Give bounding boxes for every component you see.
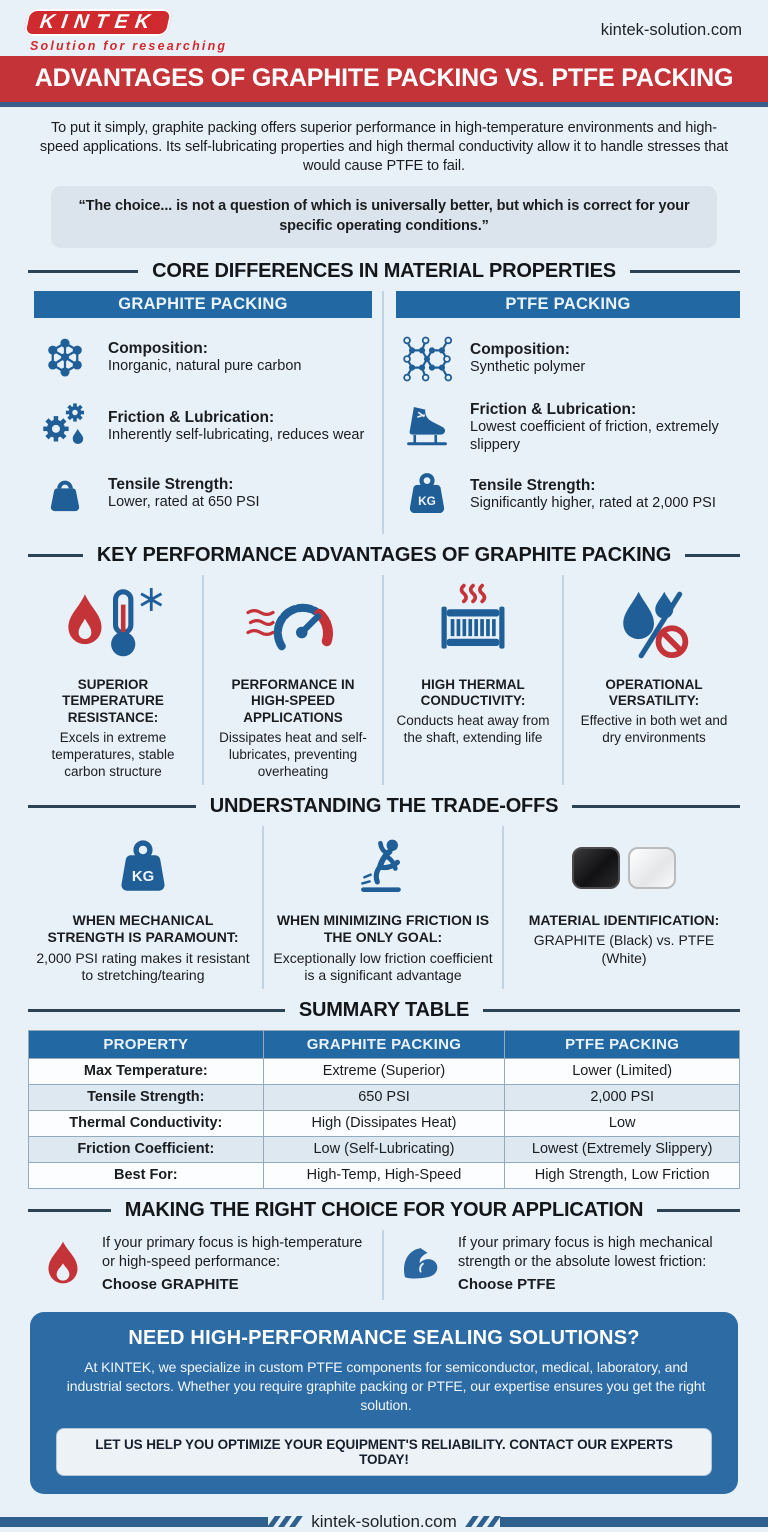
tradeoffs-grid (24, 826, 744, 989)
svg-text:KG: KG (131, 868, 155, 885)
item-desc: Synthetic polymer (470, 358, 586, 375)
cell-ptfe: Low (505, 1110, 740, 1136)
list-item (396, 468, 740, 522)
advantage-desc: Dissipates heat and self-lubricates, preventing overheating (219, 730, 367, 779)
svg-text:KG: KG (418, 493, 436, 508)
choice-grid (28, 1230, 740, 1300)
quote-box: “The choice... is not a question of which is universally better, but which is correct for your specific operating conditions.” (51, 186, 717, 247)
gears-lubrication-icon (34, 398, 96, 456)
heading-rule-right (630, 270, 740, 273)
tradeoff-desc: 2,000 PSI rating makes it resistant to stretching/tearing (36, 949, 250, 984)
advantage-cell (204, 575, 384, 785)
footer-bar-right (500, 1517, 768, 1527)
section-title: KEY PERFORMANCE ADVANTAGES OF GRAPHITE PACKING (96, 543, 672, 566)
ptfe-column (384, 291, 740, 534)
list-item (396, 400, 740, 456)
tradeoff-cell (264, 826, 504, 989)
slipping-person-icon (273, 830, 493, 906)
table-row (29, 1110, 740, 1136)
key-advantages-grid (24, 575, 744, 785)
item-title: Friction & Lubrication: (108, 408, 275, 426)
flame-icon (38, 1234, 88, 1296)
item-desc: Lowest coefficient of friction, extremely slippery (470, 418, 719, 453)
list-item (34, 330, 372, 386)
list-item (396, 330, 740, 388)
col-header-ptfe: PTFE PACKING (505, 1030, 740, 1058)
section-heading-summary-table (28, 999, 740, 1022)
cell-graphite: Low (Self-Lubricating) (263, 1136, 505, 1162)
footer-bar-left (0, 1517, 268, 1527)
heading-rule-right (685, 554, 740, 557)
molecule-icon (34, 330, 96, 386)
bicep-icon (394, 1234, 444, 1288)
choice-desc: If your primary focus is high-temperature or high-speed performance: (102, 1234, 363, 1270)
heading-rule-left (28, 554, 83, 557)
heading-rule-right (483, 1009, 740, 1012)
item-desc: Significantly higher, rated at 2,000 PSI (470, 494, 716, 511)
item-desc: Lower, rated at 650 PSI (108, 493, 260, 510)
ice-skate-icon (396, 400, 458, 456)
speedometer-icon (213, 579, 373, 671)
cta-body: At KINTEK, we specialize in custom PTFE components for semiconductor, medical, laboratory, and industrial sectors. Whether you require graphite packing or PTFE, our expertise ensures you get the right solution. (66, 1358, 706, 1414)
contact-experts-button[interactable]: LET US HELP YOU OPTIMIZE YOUR EQUIPMENT'S RELIABILITY. CONTACT OUR EXPERTS TODAY! (56, 1428, 712, 1476)
cta-box (30, 1312, 738, 1494)
page-header (0, 0, 768, 56)
list-item (34, 468, 372, 520)
cell-property: Max Temperature: (29, 1058, 264, 1084)
choice-action: Choose PTFE (458, 1276, 556, 1294)
kg-weight-icon (33, 830, 253, 906)
advantage-cell (24, 575, 204, 785)
item-title: Tensile Strength: (108, 475, 234, 493)
item-desc: Inorganic, natural pure carbon (108, 357, 302, 374)
section-heading-core-differences (28, 260, 740, 283)
title-banner (0, 56, 768, 107)
table-row (29, 1162, 740, 1188)
weight-icon (34, 468, 96, 520)
table-row (29, 1058, 740, 1084)
radiator-icon (393, 579, 553, 671)
item-desc: Inherently self-lubricating, reduces wear (108, 426, 365, 443)
kintek-logo-box (23, 9, 173, 36)
cell-ptfe: High Strength, Low Friction (505, 1162, 740, 1188)
cell-ptfe: Lower (Limited) (505, 1058, 740, 1084)
tradeoff-title: WHEN MINIMIZING FRICTION IS THE ONLY GOAL: (276, 911, 490, 946)
tradeoff-title: WHEN MECHANICAL STRENGTH IS PARAMOUNT: (47, 911, 239, 946)
list-item (34, 398, 372, 456)
heading-rule-right (572, 805, 740, 808)
heading-rule-left (28, 270, 138, 273)
choice-desc: If your primary focus is high mechanical strength or the absolute lowest friction: (458, 1234, 713, 1270)
section-heading-tradeoffs (28, 795, 740, 818)
tradeoff-cell (24, 826, 264, 989)
section-heading-key-advantages (28, 544, 740, 567)
intro-paragraph: To put it simply, graphite packing offers superior performance in high-temperature environments and high-speed applications. Its self-lubricating properties and high thermal conductivity allow it to handle stresses that would cause PTFE to fail. (39, 120, 729, 175)
page-title: ADVANTAGES OF GRAPHITE PACKING VS. PTFE PACKING (34, 64, 734, 92)
section-title: MAKING THE RIGHT CHOICE FOR YOUR APPLICATION (124, 1198, 644, 1221)
item-title: Friction & Lubrication: (470, 400, 637, 418)
tradeoff-desc: GRAPHITE (Black) vs. PTFE (White) (533, 932, 715, 966)
choice-action: Choose GRAPHITE (102, 1276, 239, 1294)
cell-property: Friction Coefficient: (29, 1136, 264, 1162)
cell-ptfe: Lowest (Extremely Slippery) (505, 1136, 740, 1162)
droplets-slash-icon (573, 579, 735, 671)
choice-graphite (28, 1230, 384, 1300)
advantage-title: OPERATIONAL VERSATILITY: (605, 676, 703, 709)
advantage-cell (384, 575, 564, 785)
item-title: Composition: (470, 340, 570, 358)
material-swatches-icon (513, 830, 735, 906)
cell-graphite: High-Temp, High-Speed (263, 1162, 505, 1188)
polymer-icon (396, 330, 458, 388)
cell-graphite: Extreme (Superior) (263, 1058, 505, 1084)
cta-title: NEED HIGH-PERFORMANCE SEALING SOLUTIONS? (128, 1326, 640, 1349)
table-row (29, 1084, 740, 1110)
cell-property: Best For: (29, 1162, 264, 1188)
advantage-title: HIGH THERMAL CONDUCTIVITY: (420, 676, 526, 709)
col-header-property: PROPERTY (29, 1030, 264, 1058)
heading-rule-left (28, 1209, 111, 1212)
logo-tagline: Solution for researching (30, 39, 228, 53)
advantage-cell (564, 575, 744, 785)
graphite-column-header: GRAPHITE PACKING (34, 291, 372, 318)
col-header-graphite: GRAPHITE PACKING (263, 1030, 505, 1058)
table-row (29, 1136, 740, 1162)
cell-property: Thermal Conductivity: (29, 1110, 264, 1136)
graphite-column (28, 291, 384, 534)
kintek-logo (26, 9, 227, 53)
tradeoff-desc: Exceptionally low friction coefficient is a significant advantage (273, 949, 493, 984)
section-title: CORE DIFFERENCES IN MATERIAL PROPERTIES (152, 259, 616, 282)
header-website-link[interactable]: kintek-solution.com (600, 21, 742, 39)
item-title: Tensile Strength: (470, 476, 596, 494)
summary-table (28, 1030, 740, 1189)
advantage-desc: Effective in both wet and dry environments (580, 713, 728, 746)
choice-ptfe (384, 1230, 740, 1300)
ptfe-column-header: PTFE PACKING (396, 291, 740, 318)
tradeoff-cell (504, 826, 744, 989)
heading-rule-left (28, 805, 196, 808)
cell-ptfe: 2,000 PSI (505, 1084, 740, 1110)
heading-rule-left (28, 1009, 285, 1012)
flame-thermometer-icon (33, 579, 193, 671)
kg-weight-icon (396, 468, 458, 522)
item-title: Composition: (108, 339, 208, 357)
cell-graphite: High (Dissipates Heat) (263, 1110, 505, 1136)
section-title: SUMMARY TABLE (298, 998, 470, 1021)
section-heading-choice (28, 1199, 740, 1222)
cell-property: Tensile Strength: (29, 1084, 264, 1110)
tradeoff-title: MATERIAL IDENTIFICATION: (528, 911, 720, 928)
footer-website-link[interactable]: kintek-solution.com (311, 1511, 457, 1531)
heading-rule-right (657, 1209, 740, 1212)
table-header-row (29, 1030, 740, 1058)
ptfe-swatch (628, 847, 676, 889)
core-differences-grid (28, 291, 740, 534)
cell-graphite: 650 PSI (263, 1084, 505, 1110)
advantage-desc: Excels in extreme temperatures, stable carbon structure (51, 730, 175, 779)
advantage-desc: Conducts heat away from the shaft, extending life (396, 713, 550, 746)
page-footer (0, 1512, 768, 1532)
section-title: UNDERSTANDING THE TRADE-OFFS (209, 794, 559, 817)
advantage-title: PERFORMANCE IN HIGH-SPEED APPLICATIONS (231, 676, 355, 726)
logo-text: KINTEK (38, 11, 159, 33)
advantage-title: SUPERIOR TEMPERATURE RESISTANCE: (62, 676, 164, 726)
graphite-swatch (572, 847, 620, 889)
